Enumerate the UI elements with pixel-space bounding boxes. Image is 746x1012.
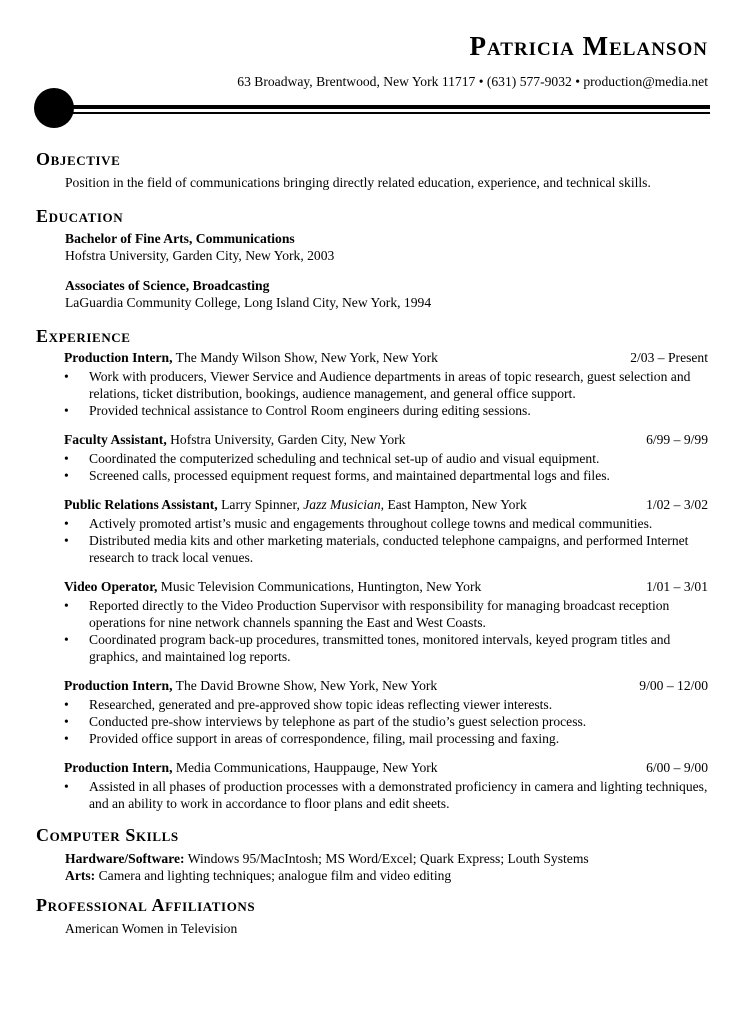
- skill-text: Windows 95/MacIntosh; MS Word/Excel; Quark Express; Louth Systems: [184, 851, 589, 866]
- job-bullet: • Screened calls, processed equipment request forms, and maintained departmental logs and files.: [36, 467, 708, 484]
- education-section: [36, 205, 708, 311]
- job-role: Video Operator,: [64, 579, 158, 594]
- skills-section: [36, 824, 708, 884]
- job-org: Larry Spinner,: [217, 497, 304, 512]
- job-dates: 2/03 – Present: [630, 350, 708, 365]
- skill-line: [36, 850, 708, 867]
- job-entry: [36, 349, 708, 419]
- header-rule: [34, 88, 710, 130]
- job-org: The Mandy Wilson Show, New York, New York: [172, 350, 438, 365]
- section-title: Objective: [36, 149, 121, 169]
- education-item: [36, 277, 708, 311]
- job-bullet: • Conducted pre-show interviews by telephone as part of the studio’s guest selection process.: [36, 713, 708, 730]
- job-bullet: • Assisted in all phases of production processes with a demonstrated proficiency in camera and lighting techniques, and an ability to work in accordance to floor plans and edit sheets.: [36, 778, 708, 812]
- affiliations-section: [36, 894, 708, 937]
- job-org: Hofstra University, Garden City, New York: [166, 432, 406, 447]
- job-bullet: • Reported directly to the Video Production Supervisor with responsibility for managing broadcast reception operations for nine network channels spanning the East and West Coasts.: [36, 597, 708, 631]
- job-org-italic: Jazz Musician: [303, 497, 381, 512]
- job-entry: [36, 578, 708, 665]
- contact-line: 63 Broadway, Brentwood, New York 11717 • (631) 577-9032 • production@media.net: [237, 74, 708, 89]
- job-bullet: • Distributed media kits and other marketing materials, conducted telephone campaigns, and performed Internet research to track local venues.: [36, 532, 708, 566]
- decorative-dot: [34, 88, 74, 128]
- rule-thick: [70, 105, 710, 109]
- section-title: Computer Skills: [36, 825, 179, 845]
- job-bullet: • Provided technical assistance to Control Room engineers during editing sessions.: [36, 402, 708, 419]
- degree: Associates of Science, Broadcasting: [65, 278, 270, 293]
- job-dates: 9/00 – 12/00: [639, 678, 708, 693]
- job-dates: 6/00 – 9/00: [646, 760, 708, 775]
- job-bullet: • Researched, generated and pre-approved show topic ideas reflecting viewer interests.: [36, 696, 708, 713]
- affiliation-item: American Women in Television: [65, 921, 238, 936]
- job-bullet: • Coordinated the computerized scheduling and technical set-up of audio and visual equipment.: [36, 450, 708, 467]
- skill-label: Hardware/Software:: [65, 851, 185, 866]
- job-entry: [36, 759, 708, 812]
- job-bullet: • Provided office support in areas of correspondence, filing, mail processing and faxing.: [36, 730, 708, 747]
- school: Hofstra University, Garden City, New York, 2003: [65, 248, 335, 263]
- experience-section: [36, 325, 708, 812]
- skill-text: Camera and lighting techniques; analogue film and video editing: [95, 868, 452, 883]
- job-bullet: • Coordinated program back-up procedures, transmitted tones, monitored intervals, keyed program titles and graphics, and maintained log reports.: [36, 631, 708, 665]
- job-org: Media Communications, Hauppauge, New York: [172, 760, 438, 775]
- job-dates: 1/02 – 3/02: [646, 497, 708, 512]
- education-item: [36, 230, 708, 264]
- candidate-name: Patricia Melanson: [469, 31, 708, 61]
- job-dates: 1/01 – 3/01: [646, 579, 708, 594]
- job-entry: [36, 677, 708, 747]
- job-bullet: • Actively promoted artist’s music and engagements throughout college towns and medical communities.: [36, 515, 708, 532]
- job-org: Music Television Communications, Huntington, New York: [157, 579, 482, 594]
- degree: Bachelor of Fine Arts, Communications: [65, 231, 295, 246]
- job-dates: 6/99 – 9/99: [646, 432, 708, 447]
- skill-line: [36, 867, 708, 884]
- section-title: Experience: [36, 326, 131, 346]
- job-role: Faculty Assistant,: [64, 432, 167, 447]
- job-org-after: , East Hampton, New York: [380, 497, 527, 512]
- job-bullet: • Work with producers, Viewer Service and Audience departments in areas of topic research, guest selection and relations, ticket distribution, bookings, audience management, and general office support.: [36, 368, 708, 402]
- objective-text: Position in the field of communications bringing directly related education, experience, and technical skills.: [65, 175, 651, 190]
- section-title: Education: [36, 206, 124, 226]
- rule-thin: [70, 112, 710, 114]
- job-entry: [36, 496, 708, 566]
- job-entry: [36, 431, 708, 484]
- school: LaGuardia Community College, Long Island City, New York, 1994: [65, 295, 432, 310]
- skill-label: Arts:: [65, 868, 96, 883]
- job-role: Production Intern,: [64, 678, 173, 693]
- section-title: Professional Affiliations: [36, 895, 256, 915]
- job-role: Public Relations Assistant,: [64, 497, 218, 512]
- job-role: Production Intern,: [64, 350, 173, 365]
- objective-section: [36, 148, 708, 191]
- resume-body: [36, 148, 708, 947]
- job-org: The David Browne Show, New York, New York: [172, 678, 438, 693]
- job-role: Production Intern,: [64, 760, 173, 775]
